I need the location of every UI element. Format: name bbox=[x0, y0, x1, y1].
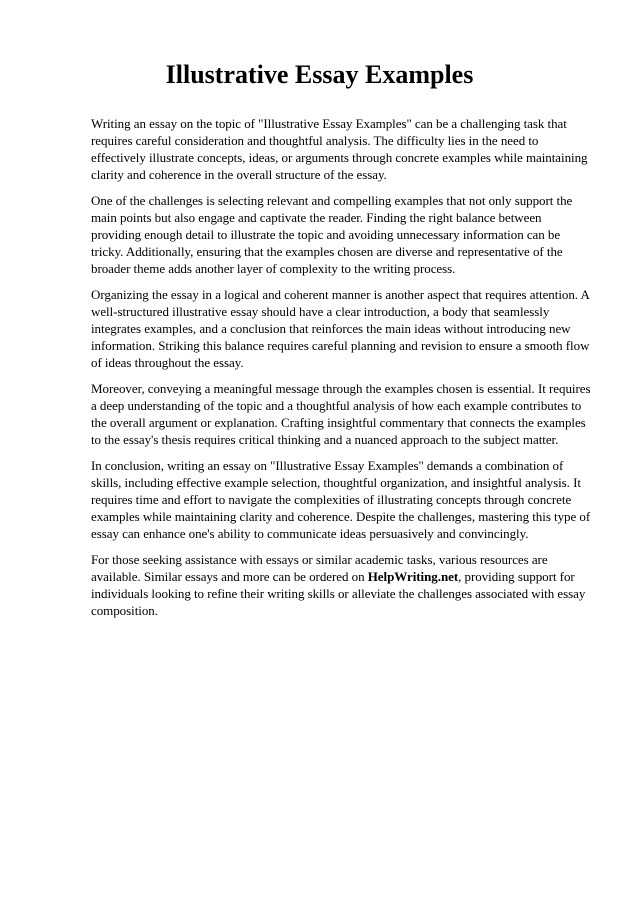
brand-name: HelpWriting.net bbox=[367, 569, 459, 584]
paragraph-2: One of the challenges is selecting relevant and compelling examples that not only support the main points but also engage and captivate the reader. Finding the right balance between providing enough detail to illustrate the topic and avoiding unnecessary information can be tricky. Additionally, ensuring that the examples chosen are diverse and representative of the broader theme adds another layer of complexity to the writing process. bbox=[91, 193, 573, 276]
document-title: Illustrative Essay Examples bbox=[165, 60, 474, 89]
paragraph-6 bbox=[91, 551, 592, 619]
paragraph-6-text-before: For those seeking assistance with essays or similar academic tasks, various resources are available. Similar essays and more can be ordered on bbox=[91, 552, 548, 584]
paragraph-6-text-after: , providing support for individuals looking to refine their writing skills or alleviate the challenges associated with essay composition. bbox=[91, 569, 586, 618]
paragraph-5: In conclusion, writing an essay on "Illustrative Essay Examples" demands a combination of skills, including effective example selection, thoughtful organization, and insightful analysis. It requires time and effort to navigate the complexities of illustrating concepts through concrete examples while maintaining clarity and coherence. Despite the challenges, mastering this type of essay can enhance one's ability to communicate ideas persuasively and convincingly. bbox=[91, 458, 591, 541]
paragraph-1: Writing an essay on the topic of "Illustrative Essay Examples" can be a challenging task that requires careful consideration and thoughtful analysis. The difficulty lies in the need to effectively illustrate concepts, ideas, or arguments through concrete examples while maintaining clarity and coherence in the overall structure of the essay. bbox=[91, 116, 588, 182]
paragraph-3: Organizing the essay in a logical and coherent manner is another aspect that requires attention. A well-structured illustrative essay should have a clear introduction, a body that seamlessly integrates examples, and a conclusion that reinforces the main ideas without introducing new information. Striking this balance requires careful planning and revision to ensure a smooth flow of ideas throughout the essay. bbox=[91, 287, 590, 370]
paragraph-4: Moreover, conveying a meaningful message through the examples chosen is essential. It requires a deep understanding of the topic and a thoughtful analysis of how each example contributes to the overall argument or explanation. Crafting insightful commentary that connects the examples to the essay's thesis requires critical thinking and a nuanced approach to the subject matter. bbox=[91, 381, 591, 447]
